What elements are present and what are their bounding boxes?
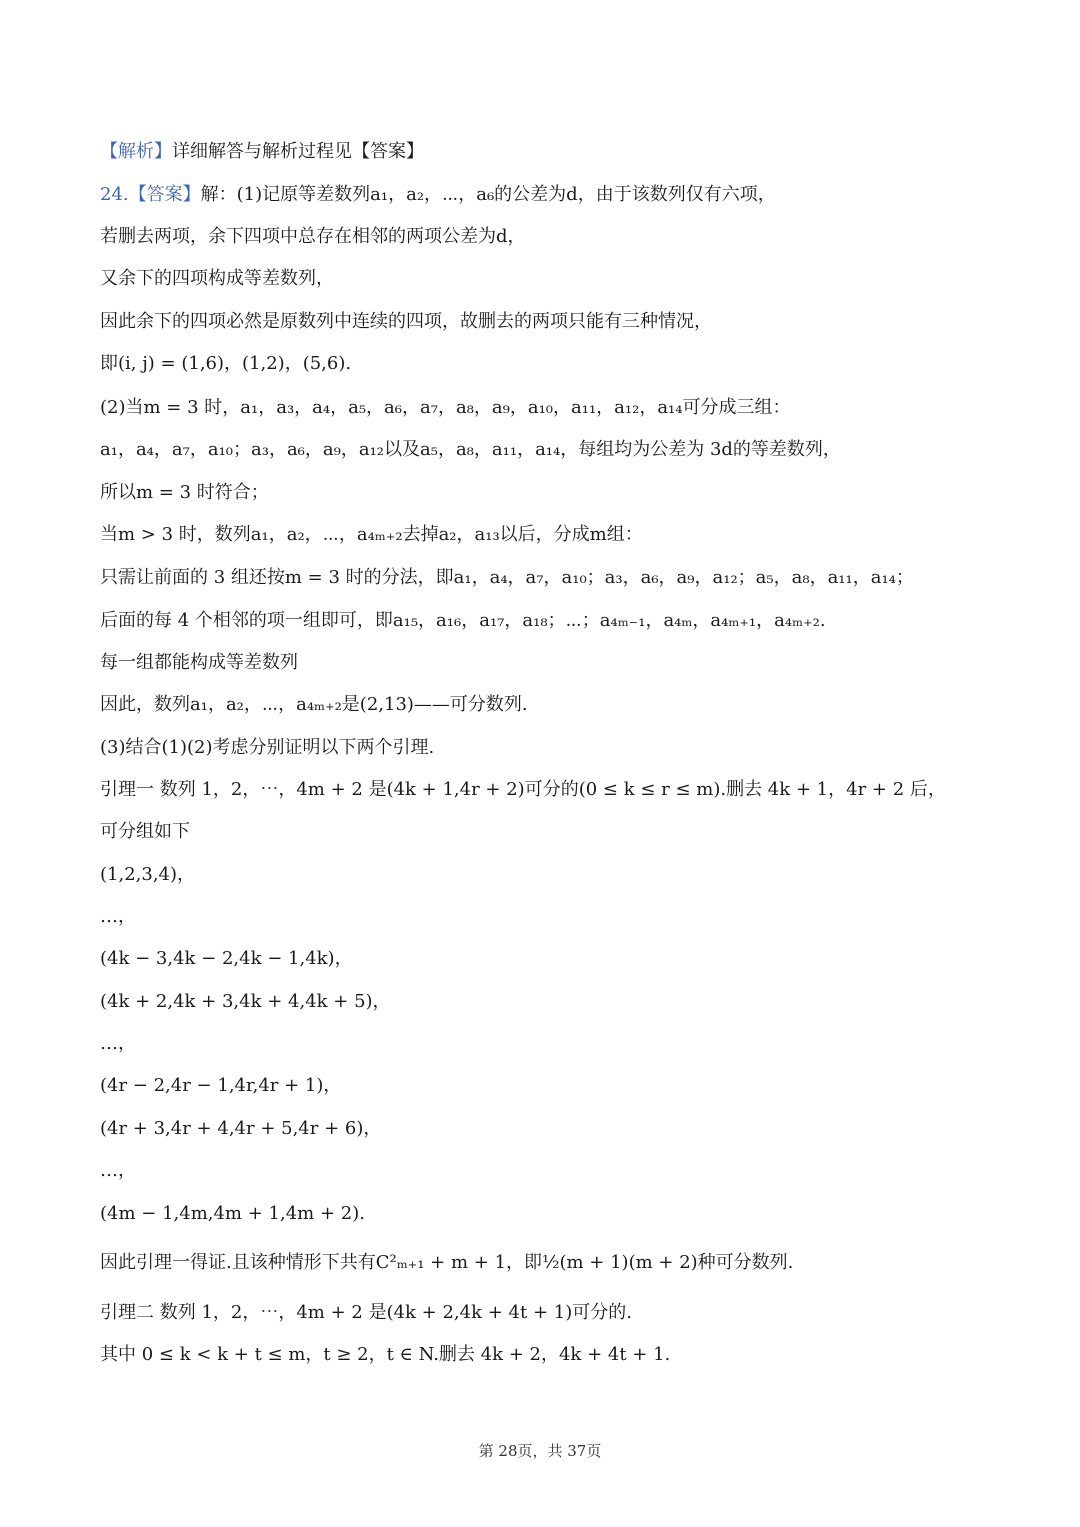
text-line: 若删去两项，余下四项中总存在相邻的两项公差为d， — [100, 226, 526, 247]
question-24-line — [100, 182, 1020, 208]
text-line: 可分组如下 — [100, 821, 190, 842]
ellipsis-line: …， — [100, 906, 136, 927]
group-line: (4k − 3,4k − 2,4k − 1,4k)， — [100, 948, 353, 969]
text-line: 即(i, j) = (1,6)，(1,2)，(5,6). — [100, 353, 352, 374]
text-line: 后面的每 4 个相邻的项一组即可，即a₁₅，a₁₆，a₁₇，a₁₈；⋯；a₄ₘ₋₁，a₄ₘ，a₄ₘ₊₁，a₄ₘ₊₂. — [100, 610, 826, 631]
text-line: 因此余下的四项必然是原数列中连续的四项，故删去的两项只能有三种情况， — [100, 311, 712, 332]
lemma-two-line: 引理二 数列 1，2，⋯，4m + 2 是(4k + 2,4k + 4t + 1)可分的. — [100, 1302, 632, 1323]
analysis-line — [100, 139, 1020, 165]
text-line: 所以m = 3 时符合； — [100, 482, 269, 503]
text-line: (3)结合(1)(2)考虑分别证明以下两个引理. — [100, 737, 435, 758]
text-line: 因此引理一得证.且该种情形下共有C²ₘ₊₁ + m + 1，即½(m + 1)(m + 2)种可分数列. — [100, 1252, 794, 1273]
text-line: 只需让前面的 3 组还按m = 3 时的分法，即a₁，a₄，a₇，a₁₀；a₃，a₆，a₉，a₁₂；a₅，a₈，a₁₁，a₁₄； — [100, 567, 914, 588]
analysis-text: 详细解答与解析过程见【答案】 — [172, 141, 424, 162]
text-line: 其中 0 ≤ k < k + t ≤ m，t ≥ 2，t ∈ N.删去 4k + 2，4k + 4t + 1. — [100, 1344, 671, 1365]
lemma-one-line: 引理一 数列 1，2，⋯，4m + 2 是(4k + 1,4r + 2)可分的(0 ≤ k ≤ r ≤ m).删去 4k + 1，4r + 2 后， — [100, 779, 946, 800]
ellipsis-line: …， — [100, 1160, 136, 1181]
text-line: (2)当m = 3 时，a₁，a₃，a₄，a₅，a₆，a₇，a₈，a₉，a₁₀，a₁₁，a₁₂，a₁₄可分成三组： — [100, 397, 791, 418]
answer-label: 【答案】 — [128, 184, 201, 205]
text-line: 又余下的四项构成等差数列， — [100, 268, 334, 289]
group-line: (4k + 2,4k + 3,4k + 4,4k + 5)， — [100, 991, 391, 1012]
group-line: (4m − 1,4m,4m + 1,4m + 2). — [100, 1203, 365, 1224]
analysis-label: 【解析】 — [100, 141, 172, 162]
group-line: (1,2,3,4)， — [100, 864, 196, 885]
text-line: 当m > 3 时，数列a₁，a₂，⋯，a₄ₘ₊₂去掉a₂，a₁₃以后，分成m组： — [100, 524, 643, 545]
ellipsis-line: …， — [100, 1033, 136, 1054]
group-line: (4r − 2,4r − 1,4r,4r + 1)， — [100, 1075, 342, 1096]
page-footer: 第 28页，共 37页 — [478, 1442, 602, 1460]
text-line: a₁，a₄，a₇，a₁₀；a₃，a₆，a₉，a₁₂以及a₅，a₈，a₁₁，a₁₄，每组均为公差为 3d的等差数列， — [100, 439, 841, 460]
group-line: (4r + 3,4r + 4,4r + 5,4r + 6)， — [100, 1118, 382, 1139]
answer-first-line: 解：(1)记原等差数列a₁，a₂，⋯，a₆的公差为d，由于该数列仅有六项， — [200, 184, 776, 205]
question-number: 24. — [100, 184, 129, 205]
text-line: 每一组都能构成等差数列 — [100, 652, 298, 673]
text-line: 因此，数列a₁，a₂，⋯，a₄ₘ₊₂是(2,13)——可分数列. — [100, 694, 528, 715]
